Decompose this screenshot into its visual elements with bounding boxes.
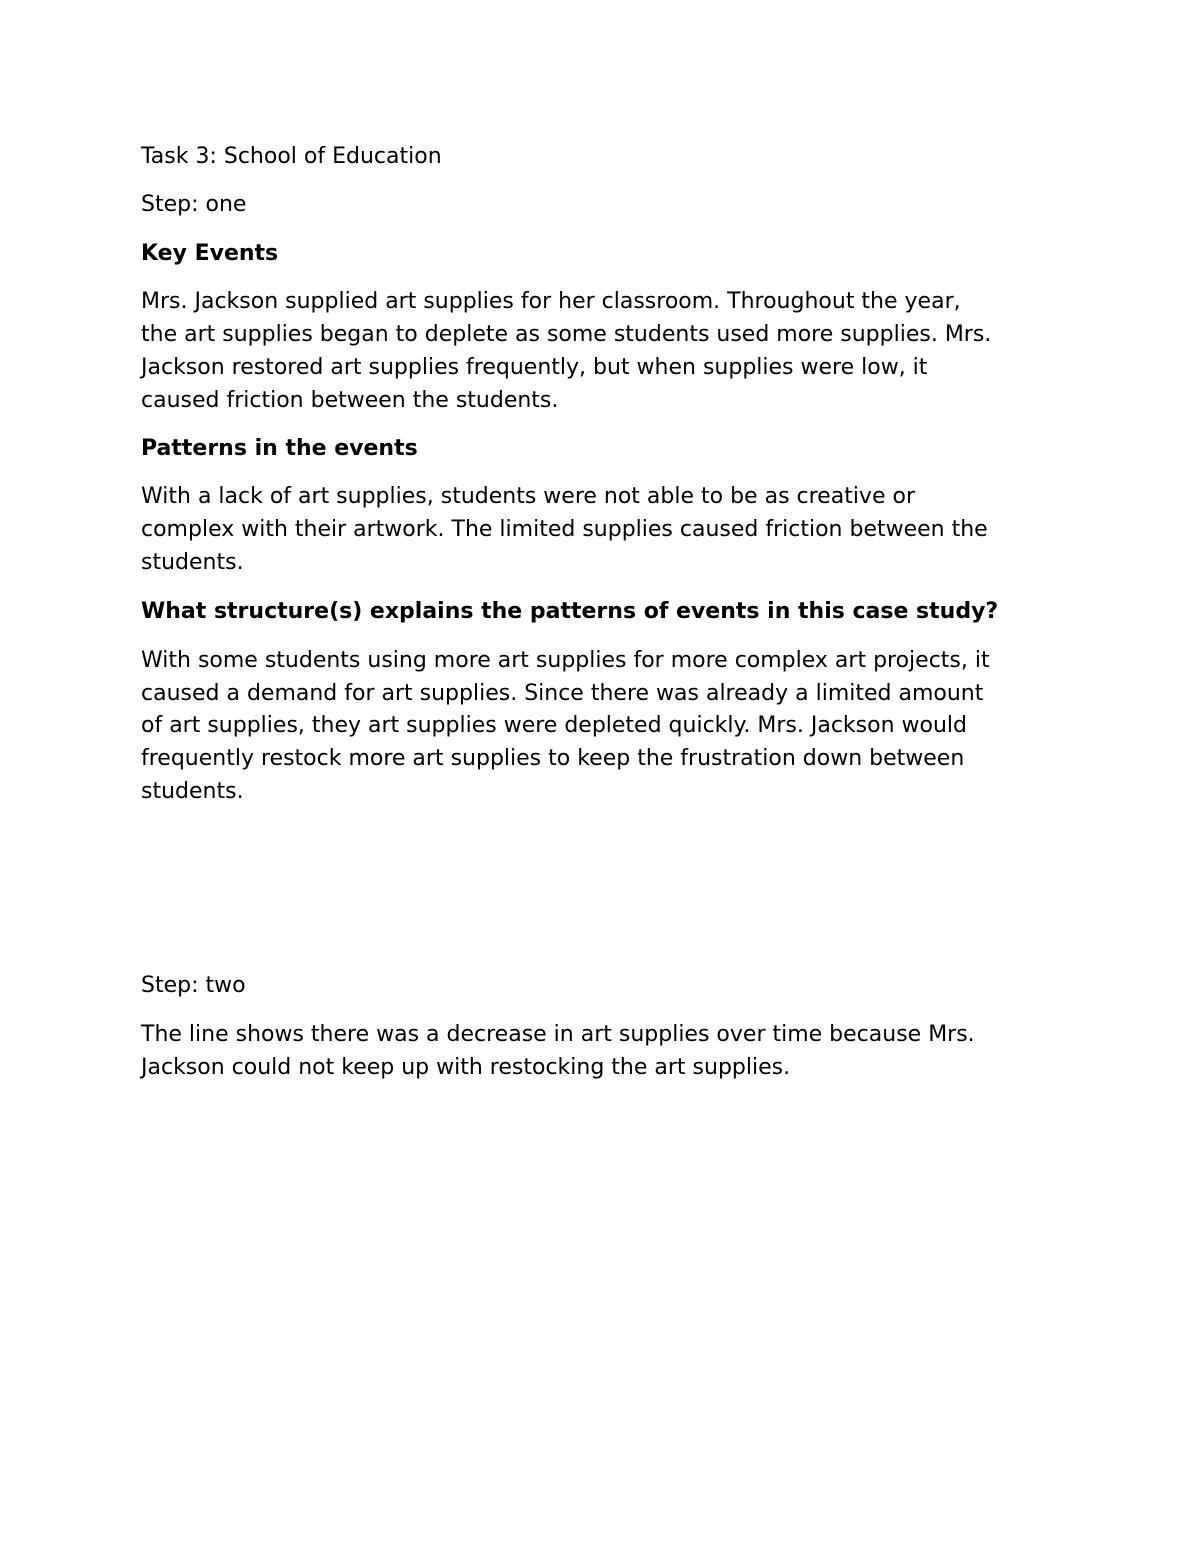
- key-events-line: Mrs. Jackson supplied art supplies for her classroom. Throughout the year,: [141, 289, 961, 314]
- step-two-line: The line shows there was a decrease in art supplies over time because Mrs.: [141, 1022, 975, 1047]
- patterns-heading: Patterns in the events: [141, 436, 418, 461]
- structure-line: students.: [141, 779, 244, 804]
- document-title: Task 3: School of Education: [141, 144, 442, 169]
- step-two-line: Jackson could not keep up with restocking the art supplies.: [141, 1055, 791, 1080]
- step-one-label: Step: one: [141, 192, 247, 217]
- step-two-label: Step: two: [141, 973, 246, 998]
- key-events-line: the art supplies began to deplete as some students used more supplies. Mrs.: [141, 322, 992, 347]
- structure-line: With some students using more art supplies for more complex art projects, it: [141, 648, 990, 673]
- patterns-line: students.: [141, 550, 244, 575]
- structure-line: frequently restock more art supplies to keep the frustration down between: [141, 746, 965, 771]
- structure-line: caused a demand for art supplies. Since there was already a limited amount: [141, 681, 984, 706]
- key-events-heading: Key Events: [141, 241, 279, 266]
- patterns-line: With a lack of art supplies, students were not able to be as creative or: [141, 484, 915, 509]
- key-events-line: caused friction between the students.: [141, 388, 559, 413]
- key-events-line: Jackson restored art supplies frequently, but when supplies were low, it: [141, 355, 928, 380]
- structure-heading: What structure(s) explains the patterns of events in this case study?: [141, 599, 999, 624]
- patterns-line: complex with their artwork. The limited supplies caused friction between the: [141, 517, 988, 542]
- structure-line: of art supplies, they art supplies were depleted quickly. Mrs. Jackson would: [141, 713, 967, 738]
